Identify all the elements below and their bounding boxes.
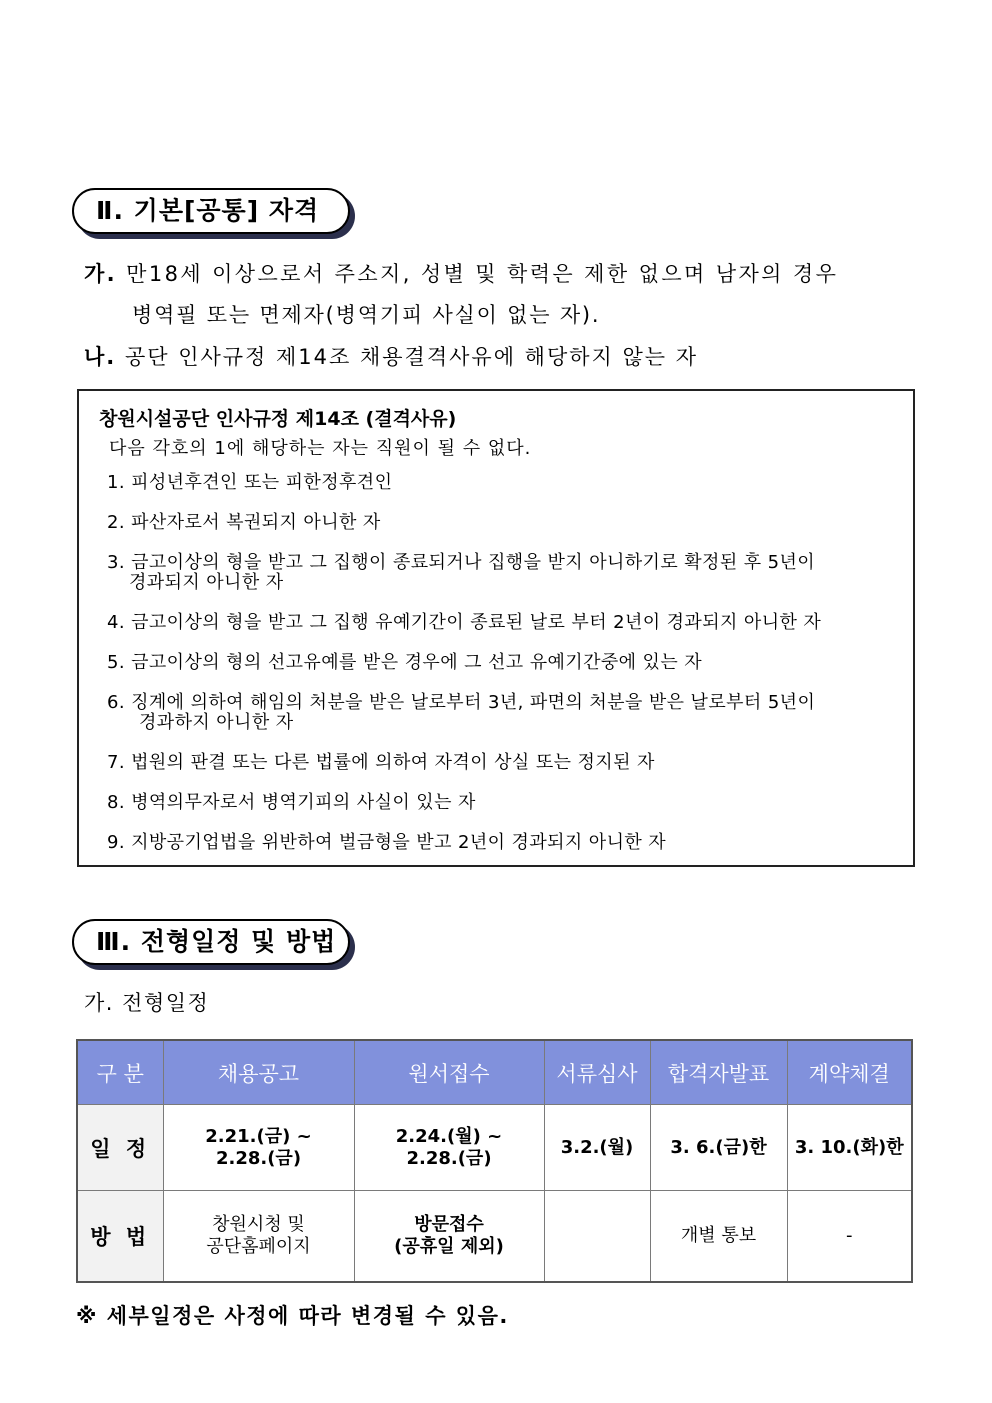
posting-date-start: 2.21.(금) ~ xyxy=(205,1125,312,1147)
rule-item-text: 7. 법원의 판결 또는 다른 법률에 의하여 자격이 상실 또는 정지된 자 xyxy=(107,752,655,773)
application-method-line1: 방문접수 xyxy=(414,1214,484,1235)
rule-item-4 xyxy=(107,613,821,633)
section-3-title: Ⅲ. 전형일정 및 방법 xyxy=(72,919,350,965)
rule-box-title: 창원시설공단 인사규정 제14조 (결격사유) xyxy=(99,408,457,430)
date-row-label: 일 정 xyxy=(77,1105,163,1191)
announcement-method-cell: 개별 통보 xyxy=(650,1191,787,1283)
rule-item-text: 8. 병역의무자로서 병역기피의 사실이 있는 자 xyxy=(107,792,476,813)
header-contract: 계약체결 xyxy=(787,1040,912,1105)
schedule-subheading-text: 전형일정 xyxy=(122,991,210,1015)
rule-box-intro: 다음 각호의 1에 해당하는 자는 직원이 될 수 없다. xyxy=(109,438,532,459)
posting-method-cell xyxy=(163,1191,354,1283)
posting-method-line1: 창원시청 및 xyxy=(212,1214,305,1235)
rule-item-continuation: 경과되지 아니한 자 xyxy=(129,572,284,593)
rule-item-text: 3. 금고이상의 형을 받고 그 집행이 종료되거나 집행을 받지 아니하기로 확정된 후 5년이 xyxy=(107,552,816,573)
rule-item-3 xyxy=(107,553,815,593)
posting-date-end: 2.28.(금) xyxy=(215,1147,302,1169)
rule-item-8 xyxy=(107,793,476,813)
qualification-na-label: 나. xyxy=(84,345,117,369)
rule-item-text: 4. 금고이상의 형을 받고 그 집행 유예기간이 종료된 날로 부터 2년이 경과되지 아니한 자 xyxy=(107,612,822,633)
schedule-subheading xyxy=(84,990,209,1016)
application-date-cell xyxy=(354,1105,544,1191)
posting-date-cell xyxy=(163,1105,354,1191)
qualification-ga-text1: 만18세 이상으로서 주소지, 성별 및 학력은 제한 없으며 남자의 경우 xyxy=(126,262,839,286)
header-application: 원서접수 xyxy=(354,1040,544,1105)
rule-item-1 xyxy=(107,473,392,493)
rule-item-7 xyxy=(107,753,655,773)
schedule-subheading-label: 가. xyxy=(84,991,114,1015)
schedule-table xyxy=(76,1039,913,1283)
schedule-date-row xyxy=(77,1105,912,1191)
rule-item-2 xyxy=(107,513,381,533)
header-posting: 채용공고 xyxy=(163,1040,354,1105)
application-method-line2: (공휴일 제외) xyxy=(394,1236,504,1257)
rule-item-text: 9. 지방공기업법을 위반하여 벌금형을 받고 2년이 경과되지 아니한 자 xyxy=(107,832,667,853)
application-date-end: 2.28.(금) xyxy=(406,1147,492,1169)
screening-method-cell xyxy=(544,1191,650,1283)
qualification-na xyxy=(84,344,698,370)
schedule-note: ※ 세부일정은 사정에 따라 변경될 수 있음. xyxy=(76,1304,509,1328)
qualification-ga-line1 xyxy=(84,261,838,287)
schedule-method-row xyxy=(77,1191,912,1283)
announcement-date-cell: 3. 6.(금)한 xyxy=(650,1105,787,1191)
rule-item-text: 2. 파산자로서 복권되지 아니한 자 xyxy=(107,512,381,533)
schedule-header-row xyxy=(77,1040,912,1105)
header-screening: 서류심사 xyxy=(544,1040,650,1105)
rule-item-5 xyxy=(107,653,702,673)
application-date-start: 2.24.(월) ~ xyxy=(395,1125,503,1147)
rule-item-9 xyxy=(107,833,666,853)
disqualification-rule-box xyxy=(77,389,915,867)
contract-method-cell: - xyxy=(787,1191,912,1283)
screening-date-cell: 3.2.(월) xyxy=(544,1105,650,1191)
contract-date-cell: 3. 10.(화)한 xyxy=(787,1105,912,1191)
qualification-ga-line2: 병역필 또는 면제자(병역기피 사실이 없는 자). xyxy=(132,303,601,327)
header-category: 구 분 xyxy=(77,1040,163,1105)
method-row-label: 방 법 xyxy=(77,1191,163,1283)
rule-item-6 xyxy=(107,693,815,733)
qualification-na-text: 공단 인사규정 제14조 채용결격사유에 해당하지 않는 자 xyxy=(124,345,699,369)
rule-item-text: 6. 징계에 의하여 해임의 처분을 받은 날로부터 3년, 파면의 처분을 받은 날로부터 5년이 xyxy=(107,692,816,713)
rule-item-continuation: 경과하지 아니한 자 xyxy=(139,712,294,733)
header-announcement: 합격자발표 xyxy=(650,1040,787,1105)
section-2-title: Ⅱ. 기본[공통] 자격 xyxy=(72,188,350,234)
rule-item-text: 1. 피성년후견인 또는 피한정후견인 xyxy=(107,472,393,493)
posting-method-line2: 공단홈페이지 xyxy=(206,1236,311,1257)
qualification-ga-label: 가. xyxy=(84,262,118,286)
rule-item-text: 5. 금고이상의 형의 선고유예를 받은 경우에 그 선고 유예기간중에 있는 자 xyxy=(107,652,703,673)
application-method-cell xyxy=(354,1191,544,1283)
